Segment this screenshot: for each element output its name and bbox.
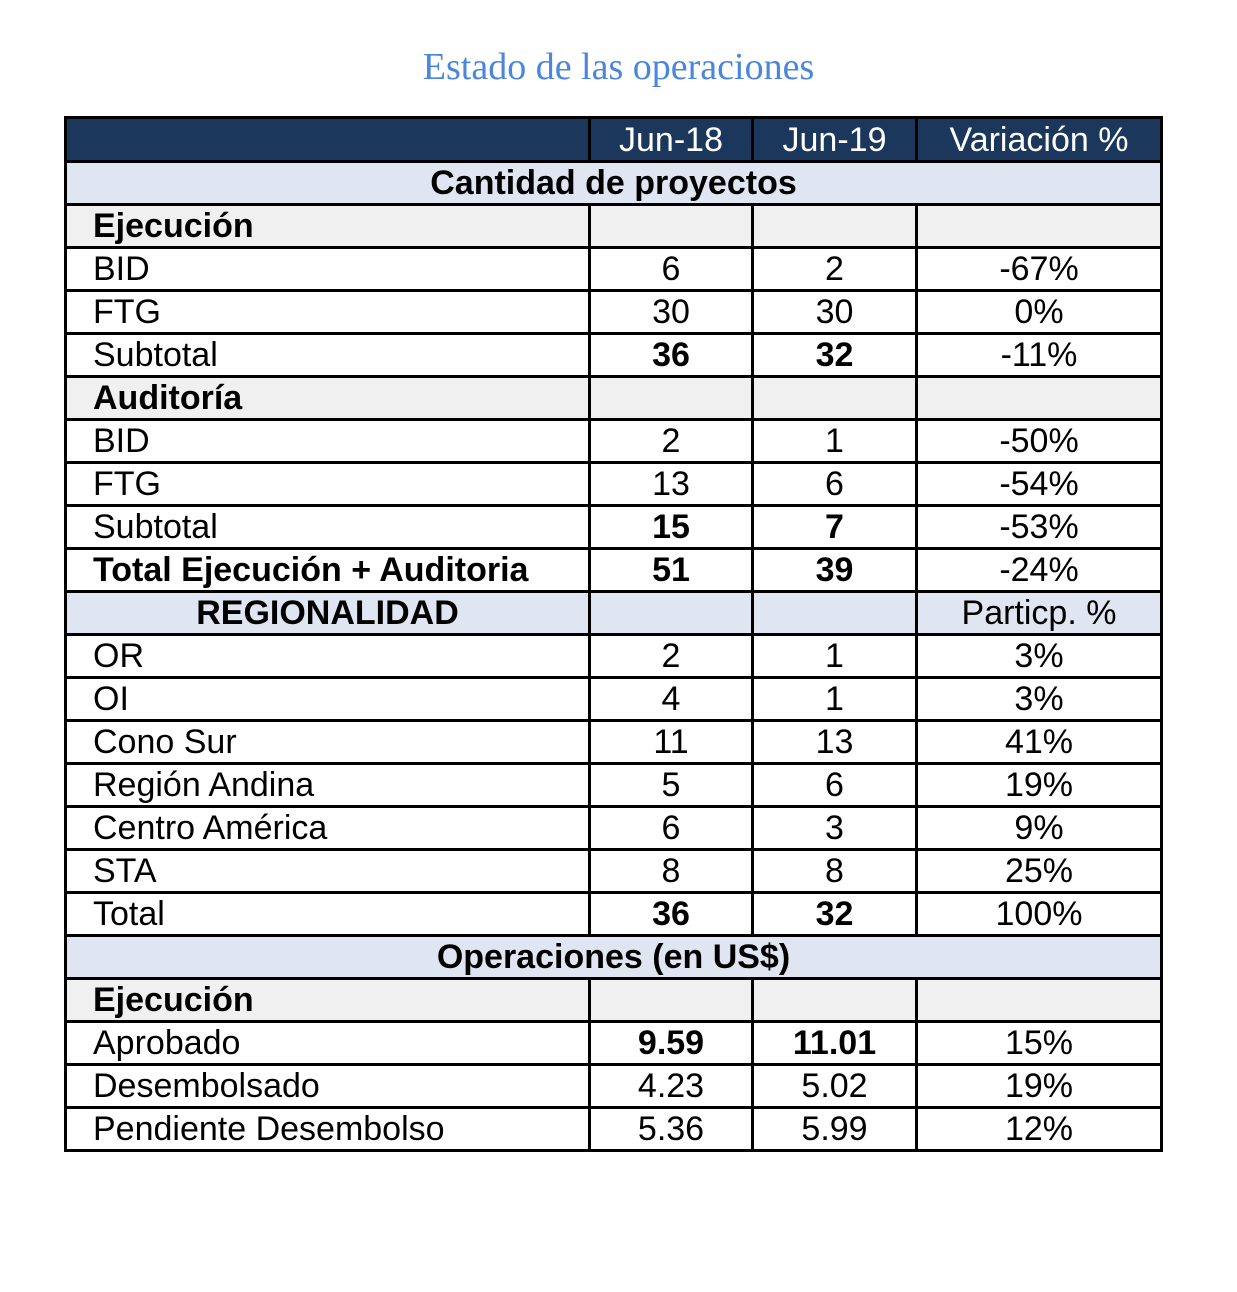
cell-jun19: 1	[753, 420, 917, 463]
row-label: Cono Sur	[66, 721, 590, 764]
cell-variacion: -11%	[917, 334, 1162, 377]
subhead-label-ejecucion: Ejecución	[66, 979, 590, 1022]
subhead-row	[66, 377, 1162, 420]
cell-participacion: 3%	[917, 678, 1162, 721]
header-blank-cell	[66, 118, 590, 162]
cell-jun19: 8	[753, 850, 917, 893]
row-label: STA	[66, 850, 590, 893]
cell-jun18: 51	[590, 549, 753, 592]
section-title-operaciones: Operaciones (en US$)	[66, 936, 1162, 979]
regionalidad-header-row	[66, 592, 1162, 635]
table-row	[66, 1022, 1162, 1065]
row-label: OR	[66, 635, 590, 678]
cell-jun19: 39	[753, 549, 917, 592]
table-row	[66, 420, 1162, 463]
empty-cell	[590, 592, 753, 635]
cell-jun18: 36	[590, 893, 753, 936]
header-variacion: Variación %	[917, 118, 1162, 162]
table-row	[66, 248, 1162, 291]
row-label: Total	[66, 893, 590, 936]
cell-jun18: 13	[590, 463, 753, 506]
empty-cell	[753, 377, 917, 420]
cell-jun19: 3	[753, 807, 917, 850]
row-label: FTG	[66, 463, 590, 506]
row-label: OI	[66, 678, 590, 721]
empty-cell	[753, 592, 917, 635]
cell-jun18: 36	[590, 334, 753, 377]
cell-variacion: -53%	[917, 506, 1162, 549]
cell-jun18: 5	[590, 764, 753, 807]
table-row	[66, 721, 1162, 764]
table-row	[66, 463, 1162, 506]
section-title-cantidad: Cantidad de proyectos	[66, 162, 1162, 205]
header-jun19: Jun-19	[753, 118, 917, 162]
cell-jun19: 11.01	[753, 1022, 917, 1065]
cell-jun19: 30	[753, 291, 917, 334]
cell-jun19: 13	[753, 721, 917, 764]
cell-jun19: 7	[753, 506, 917, 549]
total-row	[66, 549, 1162, 592]
subtotal-row	[66, 506, 1162, 549]
cell-participacion: 9%	[917, 807, 1162, 850]
empty-cell	[590, 205, 753, 248]
row-label: Desembolsado	[66, 1065, 590, 1108]
table-row	[66, 764, 1162, 807]
cell-participacion: 100%	[917, 893, 1162, 936]
cell-variacion: 19%	[917, 1065, 1162, 1108]
subhead-label-ejecucion: Ejecución	[66, 205, 590, 248]
table-row	[66, 678, 1162, 721]
row-label: Subtotal	[66, 334, 590, 377]
cell-jun18: 2	[590, 420, 753, 463]
cell-variacion: 12%	[917, 1108, 1162, 1151]
cell-jun19: 2	[753, 248, 917, 291]
empty-cell	[917, 377, 1162, 420]
row-label: BID	[66, 248, 590, 291]
cell-jun18: 5.36	[590, 1108, 753, 1151]
subhead-row	[66, 979, 1162, 1022]
table-row	[66, 635, 1162, 678]
cell-jun18: 6	[590, 807, 753, 850]
cell-variacion: -54%	[917, 463, 1162, 506]
cell-variacion: 0%	[917, 291, 1162, 334]
cell-jun18: 30	[590, 291, 753, 334]
subtotal-row	[66, 334, 1162, 377]
regionalidad-title: REGIONALIDAD	[66, 592, 590, 635]
subhead-row	[66, 205, 1162, 248]
cell-jun18: 4.23	[590, 1065, 753, 1108]
cell-jun18: 9.59	[590, 1022, 753, 1065]
cell-jun19: 5.02	[753, 1065, 917, 1108]
cell-jun19: 1	[753, 678, 917, 721]
cell-jun19: 6	[753, 463, 917, 506]
row-label: BID	[66, 420, 590, 463]
section-header-row	[66, 936, 1162, 979]
cell-participacion: 25%	[917, 850, 1162, 893]
page-title: Estado de las operaciones	[422, 46, 815, 88]
participacion-header: Particp. %	[917, 592, 1162, 635]
cell-participacion: 3%	[917, 635, 1162, 678]
row-label: Pendiente Desembolso	[66, 1108, 590, 1151]
table-header-row	[66, 118, 1162, 162]
table-row	[66, 1065, 1162, 1108]
row-label: Subtotal	[66, 506, 590, 549]
cell-jun18: 2	[590, 635, 753, 678]
row-label: Total Ejecución + Auditoria	[66, 549, 590, 592]
cell-jun19: 5.99	[753, 1108, 917, 1151]
cell-jun18: 6	[590, 248, 753, 291]
table-row	[66, 850, 1162, 893]
header-jun18: Jun-18	[590, 118, 753, 162]
table-row	[66, 291, 1162, 334]
cell-jun18: 15	[590, 506, 753, 549]
total-row	[66, 893, 1162, 936]
cell-jun19: 1	[753, 635, 917, 678]
table-row	[66, 1108, 1162, 1151]
cell-participacion: 19%	[917, 764, 1162, 807]
table-row	[66, 807, 1162, 850]
cell-jun18: 4	[590, 678, 753, 721]
cell-variacion: 15%	[917, 1022, 1162, 1065]
empty-cell	[917, 979, 1162, 1022]
cell-jun18: 8	[590, 850, 753, 893]
row-label: Centro América	[66, 807, 590, 850]
operations-table	[64, 116, 1163, 1152]
empty-cell	[917, 205, 1162, 248]
cell-jun19: 32	[753, 893, 917, 936]
cell-variacion: -50%	[917, 420, 1162, 463]
section-header-row	[66, 162, 1162, 205]
empty-cell	[590, 377, 753, 420]
subhead-label-auditoria: Auditoría	[66, 377, 590, 420]
row-label: Región Andina	[66, 764, 590, 807]
empty-cell	[753, 205, 917, 248]
cell-jun18: 11	[590, 721, 753, 764]
row-label: Aprobado	[66, 1022, 590, 1065]
empty-cell	[590, 979, 753, 1022]
cell-jun19: 32	[753, 334, 917, 377]
cell-variacion: -67%	[917, 248, 1162, 291]
cell-variacion: -24%	[917, 549, 1162, 592]
row-label: FTG	[66, 291, 590, 334]
empty-cell	[753, 979, 917, 1022]
cell-participacion: 41%	[917, 721, 1162, 764]
cell-jun19: 6	[753, 764, 917, 807]
